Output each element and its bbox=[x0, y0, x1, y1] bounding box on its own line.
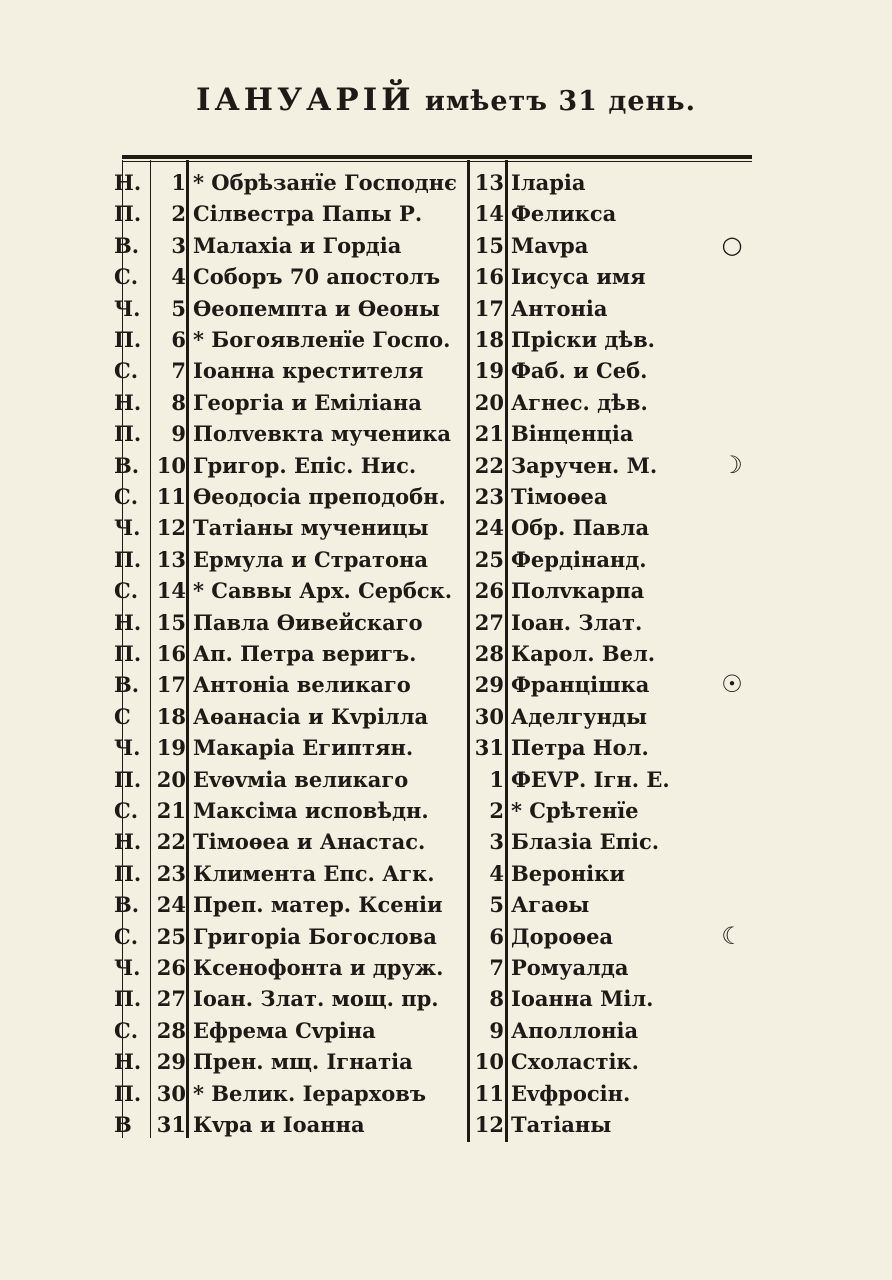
day-number: 27 bbox=[156, 986, 186, 1012]
day-number: 7 bbox=[171, 358, 186, 384]
day-number: 18 bbox=[156, 703, 186, 729]
saint-name: Полvевкта мученика bbox=[193, 421, 452, 447]
day-number: 26 bbox=[156, 955, 186, 980]
western-saint: Фердінанд. bbox=[511, 546, 647, 572]
western-saint: Антоніа bbox=[511, 295, 608, 321]
western-saint: Іларіа bbox=[511, 170, 586, 195]
table-row bbox=[0, 481, 892, 512]
saint-name: Павла Ѳивейскаго bbox=[193, 609, 423, 635]
saint-name: Тімоѳеа и Анастас. bbox=[193, 829, 426, 855]
day-of-week: П. bbox=[114, 641, 142, 666]
saint-name: Макаріа Египтян. bbox=[193, 735, 414, 761]
western-saint: Блазіа Епіс. bbox=[511, 829, 660, 855]
day-of-week: Ч. bbox=[114, 735, 141, 761]
western-saint: Феликса bbox=[511, 201, 617, 227]
day-number: 6 bbox=[171, 327, 186, 352]
old-style-day: 25 bbox=[474, 546, 504, 572]
saint-name: Ѳеодосіа преподобн. bbox=[193, 484, 446, 509]
old-style-day: 18 bbox=[474, 327, 504, 352]
western-saint: Аполлоніа bbox=[511, 1017, 639, 1043]
table-row bbox=[0, 167, 892, 198]
day-number: 22 bbox=[156, 829, 186, 855]
day-number: 28 bbox=[156, 1017, 186, 1043]
moon-phase-icon: ☾ bbox=[721, 922, 743, 950]
day-number: 3 bbox=[171, 232, 186, 258]
old-style-day: 2 bbox=[489, 798, 504, 823]
day-of-week: Н. bbox=[114, 389, 142, 415]
saint-name: Георгіа и Еміліана bbox=[193, 389, 422, 415]
old-style-day: 30 bbox=[474, 703, 504, 729]
month-name: ІАНУАРІЙ bbox=[195, 82, 415, 118]
table-row bbox=[0, 921, 892, 952]
day-of-week: Н. bbox=[114, 170, 142, 195]
old-style-day: 20 bbox=[474, 389, 504, 415]
old-style-day: 15 bbox=[474, 232, 504, 258]
western-saint: Вероніки bbox=[511, 860, 625, 886]
old-style-day: 12 bbox=[474, 1112, 504, 1137]
day-number: 29 bbox=[156, 1049, 186, 1075]
day-number: 21 bbox=[156, 798, 186, 823]
table-row bbox=[0, 387, 892, 418]
western-saint: Ромуалда bbox=[511, 955, 629, 980]
day-number: 15 bbox=[156, 609, 186, 635]
western-saint: Карол. Вел. bbox=[511, 641, 656, 666]
day-number: 17 bbox=[156, 672, 186, 698]
day-of-week: С bbox=[114, 703, 131, 729]
day-number: 10 bbox=[156, 452, 186, 478]
day-number: 8 bbox=[171, 389, 186, 415]
saint-name: Григоріа Богослова bbox=[193, 923, 437, 949]
moon-phase-icon: ☽ bbox=[721, 451, 743, 479]
table-row bbox=[0, 512, 892, 543]
old-style-day: 9 bbox=[489, 1017, 504, 1043]
moon-phase-icon: ☉ bbox=[721, 671, 743, 699]
western-saint: Еvфросін. bbox=[511, 1080, 631, 1106]
day-number: 31 bbox=[156, 1112, 186, 1137]
moon-phase-icon: ○ bbox=[721, 231, 743, 259]
western-saint: Схоластік. bbox=[511, 1049, 639, 1075]
old-style-day: 1 bbox=[489, 766, 504, 792]
old-style-day: 11 bbox=[474, 1080, 504, 1106]
western-saint: Маvра bbox=[511, 232, 589, 258]
saint-name: * Обрѣзанїе Господнє bbox=[193, 170, 457, 195]
western-saint: Францішка bbox=[511, 672, 650, 698]
day-of-week: Ч. bbox=[114, 955, 141, 980]
day-number: 24 bbox=[156, 892, 186, 918]
saint-name: Ефрема Сvріна bbox=[193, 1017, 376, 1043]
saint-name: Преп. матер. Ксеніи bbox=[193, 892, 443, 918]
old-style-day: 27 bbox=[474, 609, 504, 635]
day-of-week: П. bbox=[114, 421, 142, 447]
day-number: 12 bbox=[156, 515, 186, 541]
day-number: 5 bbox=[171, 295, 186, 321]
saint-name: Климента Епс. Агк. bbox=[193, 860, 435, 886]
day-of-week: С. bbox=[114, 1017, 139, 1043]
day-number: 14 bbox=[156, 578, 186, 604]
day-of-week: Н. bbox=[114, 609, 142, 635]
saint-name: Ѳеопемпта и Ѳеоны bbox=[193, 295, 440, 321]
saint-name: Еvѳvміа великаго bbox=[193, 766, 409, 792]
table-row bbox=[0, 261, 892, 292]
header-rule bbox=[122, 155, 752, 159]
day-number: 13 bbox=[156, 546, 186, 572]
saint-name: Максіма исповѣдн. bbox=[193, 798, 429, 823]
western-saint: Дороѳеа bbox=[511, 923, 614, 949]
day-of-week: В. bbox=[114, 232, 140, 258]
old-style-day: 6 bbox=[489, 923, 504, 949]
day-number: 16 bbox=[156, 641, 186, 666]
day-number: 1 bbox=[171, 170, 186, 195]
western-saint: Заручен. М. bbox=[511, 452, 658, 478]
old-style-day: 10 bbox=[474, 1049, 504, 1075]
table-row bbox=[0, 324, 892, 355]
day-of-week: Ч. bbox=[114, 515, 141, 541]
page-title bbox=[0, 82, 892, 118]
old-style-day: 19 bbox=[474, 358, 504, 384]
old-style-day: 16 bbox=[474, 264, 504, 290]
day-of-week: П. bbox=[114, 1080, 142, 1106]
day-of-week: П. bbox=[114, 327, 142, 352]
day-number: 23 bbox=[156, 860, 186, 886]
saint-name: Соборъ 70 апостолъ bbox=[193, 264, 441, 290]
day-of-week: П. bbox=[114, 201, 142, 227]
table-row bbox=[0, 544, 892, 575]
old-style-day: 4 bbox=[489, 860, 504, 886]
saint-name: Іоан. Злат. мощ. пр. bbox=[193, 986, 439, 1012]
table-row bbox=[0, 732, 892, 763]
day-number: 4 bbox=[171, 264, 186, 290]
old-style-day: 28 bbox=[474, 641, 504, 666]
day-of-week: С. bbox=[114, 264, 139, 290]
table-row bbox=[0, 764, 892, 795]
day-number: 9 bbox=[171, 421, 186, 447]
table-row bbox=[0, 858, 892, 889]
day-of-week: С. bbox=[114, 578, 139, 604]
table-row bbox=[0, 795, 892, 826]
table-row bbox=[0, 669, 892, 700]
day-of-week: В bbox=[114, 1112, 132, 1137]
table-row bbox=[0, 983, 892, 1014]
table-row bbox=[0, 230, 892, 261]
table-row bbox=[0, 1046, 892, 1077]
western-saint: Полvкарпа bbox=[511, 578, 645, 604]
day-of-week: С. bbox=[114, 358, 139, 384]
old-style-day: 29 bbox=[474, 672, 504, 698]
old-style-day: 22 bbox=[474, 452, 504, 478]
old-style-day: 3 bbox=[489, 829, 504, 855]
saint-name: Ап. Петра веригъ. bbox=[193, 641, 417, 666]
saint-name: * Велик. Іерарховъ bbox=[193, 1080, 426, 1106]
table-row bbox=[0, 1078, 892, 1109]
western-saint: Аделгунды bbox=[511, 703, 647, 729]
table-row bbox=[0, 450, 892, 481]
western-saint: Петра Нол. bbox=[511, 735, 649, 761]
day-of-week: П. bbox=[114, 766, 142, 792]
table-row bbox=[0, 607, 892, 638]
old-style-day: 17 bbox=[474, 295, 504, 321]
saint-name: Татіаны мученицы bbox=[193, 515, 429, 541]
old-style-day: 8 bbox=[489, 986, 504, 1012]
old-style-day: 5 bbox=[489, 892, 504, 918]
saint-name: Прен. мщ. Ігнатіа bbox=[193, 1049, 413, 1075]
table-row bbox=[0, 701, 892, 732]
saint-name: Іоанна крестителя bbox=[193, 358, 424, 384]
table-row bbox=[0, 198, 892, 229]
old-style-day: 13 bbox=[474, 170, 504, 195]
day-number: 30 bbox=[156, 1080, 186, 1106]
table-row bbox=[0, 1015, 892, 1046]
saint-name: Ксенофонта и друж. bbox=[193, 955, 444, 980]
table-row bbox=[0, 418, 892, 449]
day-number: 20 bbox=[156, 766, 186, 792]
day-of-week: С. bbox=[114, 484, 139, 509]
day-of-week: П. bbox=[114, 860, 142, 886]
western-saint: Тімоѳеа bbox=[511, 484, 608, 509]
western-saint: ФЕVР. Ігн. Е. bbox=[511, 766, 670, 792]
day-of-week: В. bbox=[114, 672, 140, 698]
old-style-day: 26 bbox=[474, 578, 504, 604]
table-row bbox=[0, 952, 892, 983]
day-number: 2 bbox=[171, 201, 186, 227]
western-saint: Пріски дѣв. bbox=[511, 327, 655, 352]
old-style-day: 14 bbox=[474, 201, 504, 227]
old-style-day: 7 bbox=[489, 955, 504, 980]
saint-name: * Саввы Арх. Сербск. bbox=[193, 578, 453, 604]
old-style-day: 23 bbox=[474, 484, 504, 509]
old-style-day: 31 bbox=[474, 735, 504, 761]
saint-name: Григор. Епіс. Нис. bbox=[193, 452, 417, 478]
day-of-week: С. bbox=[114, 798, 139, 823]
table-row bbox=[0, 889, 892, 920]
table-row bbox=[0, 638, 892, 669]
day-number: 11 bbox=[156, 484, 186, 509]
day-of-week: В. bbox=[114, 452, 140, 478]
table-row bbox=[0, 826, 892, 857]
month-days: имѣетъ 31 день. bbox=[424, 86, 697, 117]
day-of-week: В. bbox=[114, 892, 140, 918]
old-style-day: 21 bbox=[474, 421, 504, 447]
day-of-week: Н. bbox=[114, 1049, 142, 1075]
western-saint: Іоанна Міл. bbox=[511, 986, 654, 1012]
table-row bbox=[0, 355, 892, 386]
day-number: 25 bbox=[156, 923, 186, 949]
western-saint: Татіаны bbox=[511, 1112, 612, 1137]
table-row bbox=[0, 1109, 892, 1140]
western-saint: * Срѣтенїе bbox=[511, 798, 639, 823]
western-saint: Обр. Павла bbox=[511, 515, 650, 541]
saint-name: Малахіа и Гордіа bbox=[193, 232, 402, 258]
old-style-day: 24 bbox=[474, 515, 504, 541]
western-saint: Фаб. и Себ. bbox=[511, 358, 648, 384]
day-of-week: С. bbox=[114, 923, 139, 949]
western-saint: Іисуса имя bbox=[511, 264, 646, 290]
day-number: 19 bbox=[156, 735, 186, 761]
western-saint: Вінценціа bbox=[511, 421, 634, 447]
table-row bbox=[0, 293, 892, 324]
saint-name: Антоніа великаго bbox=[193, 672, 411, 698]
table-row bbox=[0, 575, 892, 606]
western-saint: Агаѳы bbox=[511, 892, 590, 918]
saint-name: Ермула и Стратона bbox=[193, 546, 428, 572]
day-of-week: П. bbox=[114, 986, 142, 1012]
saint-name: * Богоявленїе Госпо. bbox=[193, 327, 451, 352]
day-of-week: Н. bbox=[114, 829, 142, 855]
header-rule-thin bbox=[122, 161, 752, 162]
saint-name: Сілвестра Папы Р. bbox=[193, 201, 423, 227]
day-of-week: Ч. bbox=[114, 295, 141, 321]
saint-name: Аѳанасіа и Кvрілла bbox=[193, 703, 429, 729]
saint-name: Кvра и Іоанна bbox=[193, 1112, 365, 1137]
day-of-week: П. bbox=[114, 546, 142, 572]
western-saint: Агнес. дѣв. bbox=[511, 389, 648, 415]
western-saint: Іоан. Злат. bbox=[511, 609, 643, 635]
